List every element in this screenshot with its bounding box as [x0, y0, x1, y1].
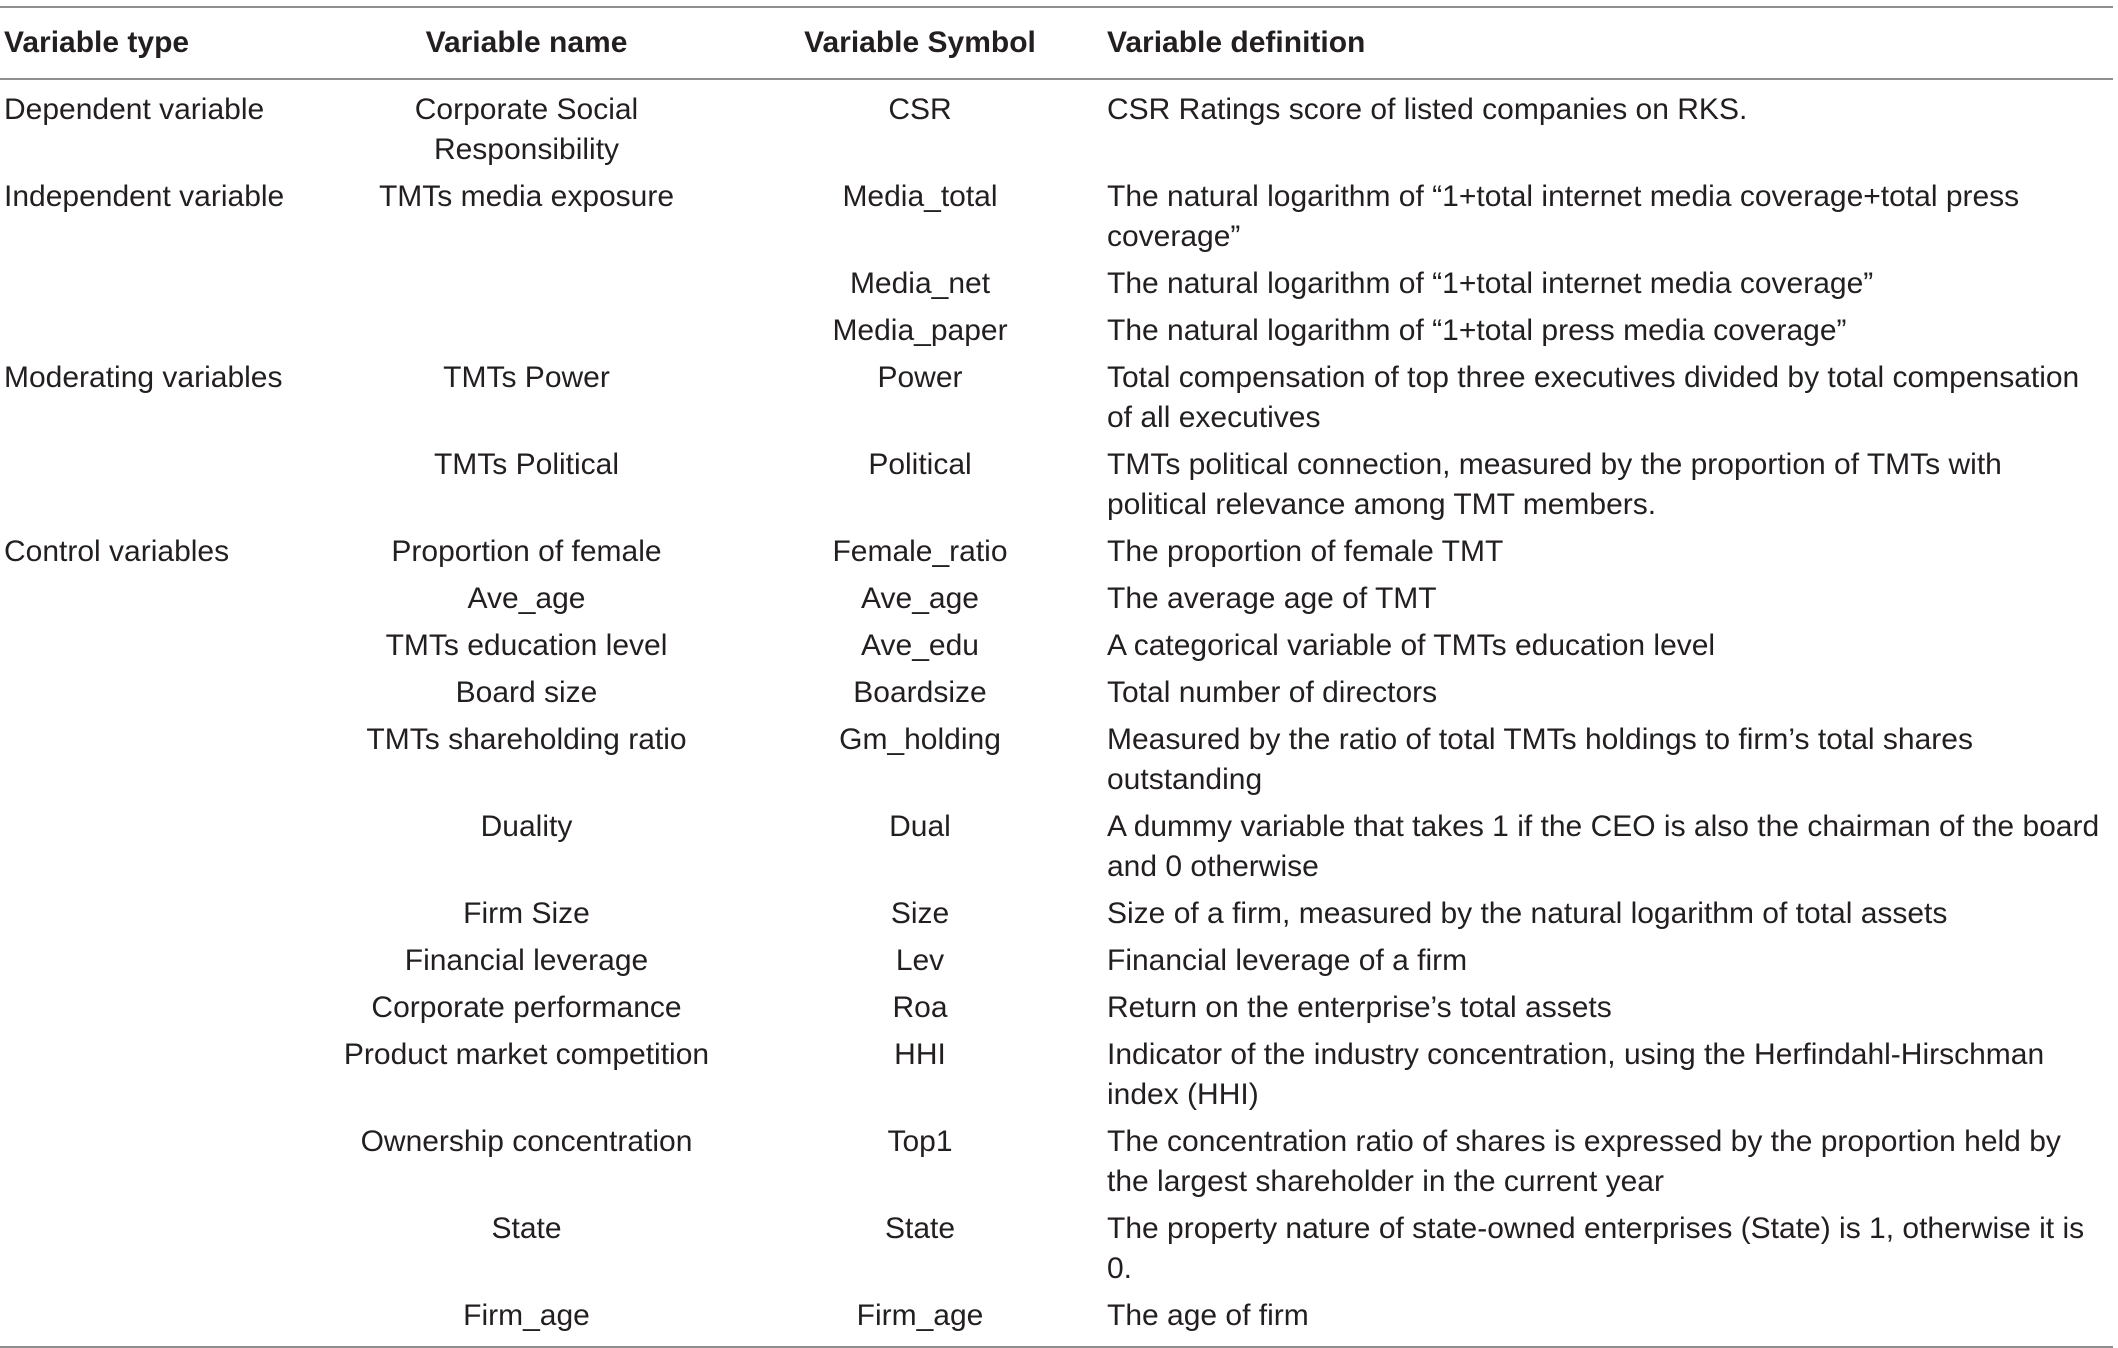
cell-variable-name: Product market competition: [343, 1038, 710, 1071]
cell-variable-symbol: Media_total: [842, 180, 998, 213]
cell-variable-type: Control variables: [4, 535, 230, 568]
cell-variable-name: Firm Size: [463, 897, 590, 930]
cell-variable-definition: The natural logarithm of “1+total internet media coverage”: [1107, 267, 1874, 300]
header-row: [0, 7, 2113, 79]
cell-variable-type: Moderating variables: [4, 361, 283, 394]
cell-variable-type: [0, 1031, 316, 1118]
cell-variable-name: TMTs education level: [385, 629, 668, 662]
cell-variable-definition: The natural logarithm of “1+total press media coverage”: [1107, 314, 1847, 347]
cell-variable-definition: Financial leverage of a firm: [1107, 944, 1468, 977]
cell-variable-symbol: Size: [890, 897, 950, 930]
cell-variable-symbol: Ave_age: [861, 582, 979, 615]
cell-variable-name: Duality: [480, 810, 573, 843]
cell-variable-definition: Indicator of the industry concentration, using the Herfindahl-Hirschman index (HHI): [1107, 1038, 2045, 1111]
header-variable-definition: Variable definition: [1107, 26, 1366, 59]
cell-variable-type: [0, 716, 316, 803]
table-row: [0, 890, 2113, 937]
table-row: [0, 622, 2113, 669]
cell-variable-name: TMTs shareholding ratio: [366, 723, 687, 756]
cell-variable-type: [0, 260, 316, 307]
cell-variable-name: Board size: [455, 676, 598, 709]
cell-variable-definition: Size of a firm, measured by the natural logarithm of total assets: [1107, 897, 1948, 930]
cell-variable-definition: The age of firm: [1107, 1299, 1309, 1332]
cell-variable-symbol: Power: [877, 361, 963, 394]
cell-variable-symbol: State: [884, 1212, 956, 1245]
table-body: [0, 79, 2113, 1347]
cell-variable-type: [0, 890, 316, 937]
cell-variable-symbol: Firm_age: [856, 1299, 984, 1332]
table-row: [0, 1205, 2113, 1292]
cell-variable-definition: Total number of directors: [1107, 676, 1438, 709]
cell-variable-symbol: Gm_holding: [839, 723, 1001, 756]
cell-variable-definition: The average age of TMT: [1107, 582, 1437, 615]
cell-variable-definition: The property nature of state-owned enterprises (State) is 1, otherwise it is 0.: [1107, 1212, 2085, 1285]
cell-variable-type: [0, 307, 316, 354]
variables-table: [0, 6, 2113, 1348]
cell-variable-type: [0, 1118, 316, 1205]
cell-variable-name: Financial leverage: [404, 944, 649, 977]
cell-variable-symbol: Dual: [889, 810, 951, 843]
cell-variable-name: Corporate Social Responsibility: [414, 93, 639, 166]
table-header: [0, 7, 2113, 79]
cell-variable-type: Dependent variable: [4, 93, 265, 126]
cell-variable-name: Ave_age: [467, 582, 586, 615]
table-row: [0, 260, 2113, 307]
table-row: [0, 173, 2113, 260]
header-variable-name: Variable name: [425, 26, 628, 59]
cell-variable-definition: The concentration ratio of shares is expressed by the proportion held by the largest shareholder in the current year: [1107, 1125, 2061, 1198]
cell-variable-symbol: Female_ratio: [832, 535, 1008, 568]
cell-variable-name: State: [491, 1212, 562, 1245]
cell-variable-symbol: CSR: [888, 93, 952, 126]
cell-variable-symbol: Lev: [895, 944, 945, 977]
cell-variable-name: [316, 307, 737, 354]
cell-variable-definition: A dummy variable that takes 1 if the CEO is also the chairman of the board and 0 otherwise: [1107, 810, 2100, 883]
cell-variable-symbol: Political: [868, 448, 972, 481]
cell-variable-name: TMTs media exposure: [378, 180, 675, 213]
table-row: [0, 1118, 2113, 1205]
cell-variable-name: Corporate performance: [371, 991, 682, 1024]
cell-variable-symbol: Top1: [887, 1125, 953, 1158]
cell-variable-name: TMTs Political: [433, 448, 620, 481]
table-row: [0, 528, 2113, 575]
cell-variable-type: [0, 622, 316, 669]
cell-variable-symbol: HHI: [894, 1038, 946, 1071]
cell-variable-type: [0, 575, 316, 622]
cell-variable-type: [0, 1292, 316, 1347]
cell-variable-type: [0, 937, 316, 984]
cell-variable-name: Ownership concentration: [360, 1125, 693, 1158]
table-row: [0, 1292, 2113, 1347]
cell-variable-definition: Return on the enterprise’s total assets: [1107, 991, 1612, 1024]
table-row: [0, 803, 2113, 890]
cell-variable-definition: Total compensation of top three executives divided by total compensation of all executives: [1107, 361, 2080, 434]
cell-variable-type: [0, 803, 316, 890]
cell-variable-type: [0, 441, 316, 528]
table-row: [0, 575, 2113, 622]
cell-variable-type: [0, 1205, 316, 1292]
cell-variable-symbol: Roa: [892, 991, 948, 1024]
cell-variable-name: TMTs Power: [443, 361, 610, 394]
cell-variable-definition: TMTs political connection, measured by the proportion of TMTs with political relevance among TMT members.: [1107, 448, 2002, 521]
cell-variable-name: Proportion of female: [391, 535, 662, 568]
cell-variable-symbol: Media_net: [849, 267, 991, 300]
table-row: [0, 669, 2113, 716]
cell-variable-definition: The proportion of female TMT: [1107, 535, 1504, 568]
header-variable-symbol: Variable Symbol: [804, 26, 1036, 59]
cell-variable-symbol: Media_paper: [832, 314, 1008, 347]
cell-variable-type: [0, 669, 316, 716]
header-variable-type: Variable type: [4, 26, 190, 59]
cell-variable-definition: CSR Ratings score of listed companies on RKS.: [1107, 93, 1748, 126]
cell-variable-definition: The natural logarithm of “1+total internet media coverage+total press coverage”: [1107, 180, 2020, 253]
cell-variable-name: Firm_age: [463, 1299, 590, 1332]
table-row: [0, 984, 2113, 1031]
cell-variable-name: [316, 260, 737, 307]
table-row: [0, 307, 2113, 354]
cell-variable-definition: A categorical variable of TMTs education level: [1107, 629, 1716, 662]
table-row: [0, 716, 2113, 803]
table-row: [0, 79, 2113, 173]
table-row: [0, 354, 2113, 441]
cell-variable-type: Independent variable: [4, 180, 285, 213]
table-row: [0, 441, 2113, 528]
cell-variable-symbol: Ave_edu: [861, 629, 979, 662]
cell-variable-definition: Measured by the ratio of total TMTs holdings to firm’s total shares outstanding: [1107, 723, 1973, 796]
table-row: [0, 1031, 2113, 1118]
cell-variable-symbol: Boardsize: [853, 676, 987, 709]
cell-variable-type: [0, 984, 316, 1031]
table-row: [0, 937, 2113, 984]
